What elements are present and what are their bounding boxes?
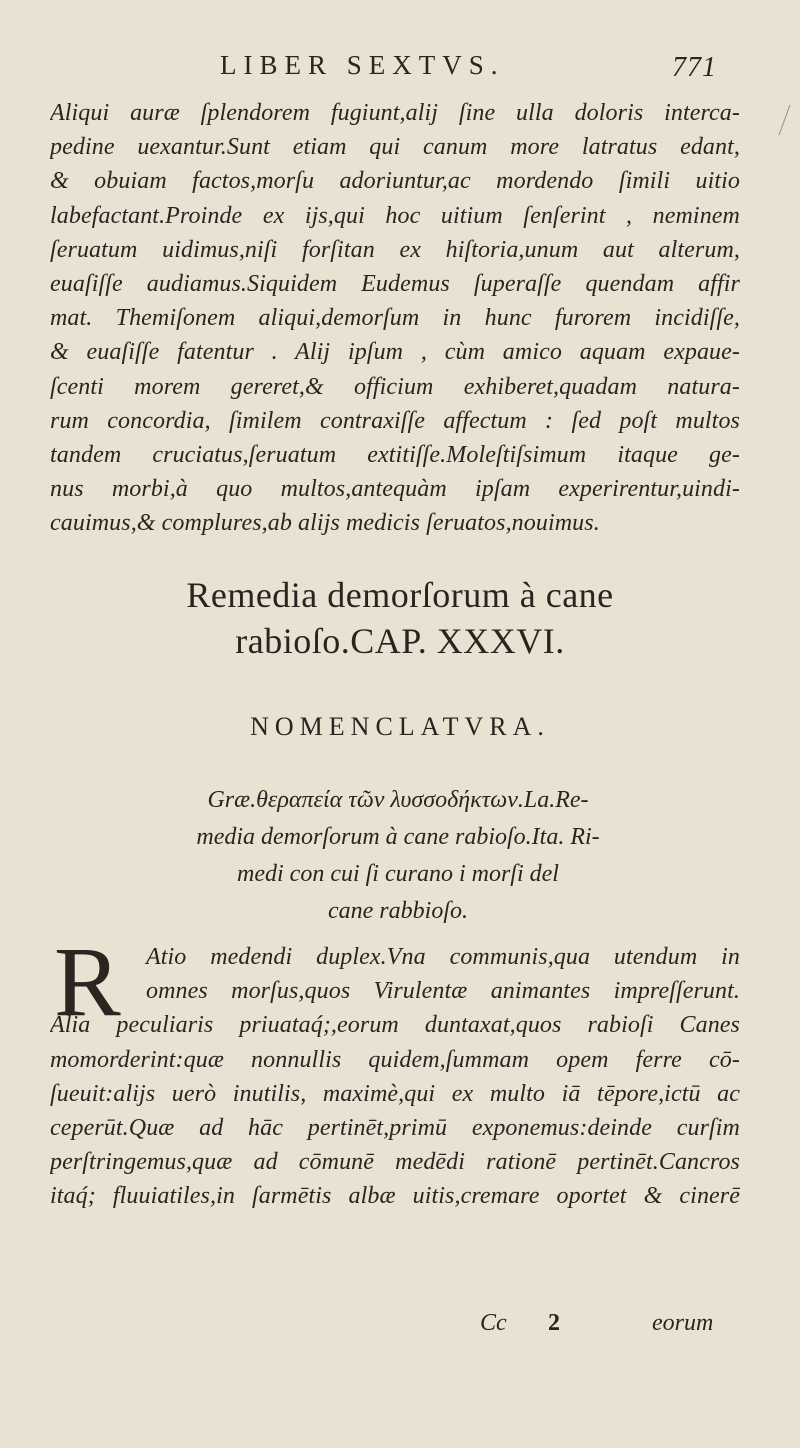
text-line: & euaſiſſe fatentur . Alij ipſum , cùm amico aquam expaue- — [50, 339, 740, 366]
text-line: ſueuit:alijs uerò inutilis, maximè,qui ex multo iā tēpore,ictū ac — [50, 1080, 740, 1107]
text-line: rum concordia, ſimilem contraxiſſe affectum : ſed poſt multos — [50, 407, 740, 434]
text-line: Aliqui auræ ſplendorem fugiunt,alij ſine ulla doloris interca- — [50, 100, 740, 126]
chapter-heading-line: rabioſo.CAP. XXXVI. — [235, 621, 565, 661]
text-line: omnes morſus,quos Virulentæ animantes impreſſerunt. — [146, 978, 740, 1005]
nomenclature-names — [118, 782, 678, 930]
names-line: Græ.θεραπεία τῶν λυσσοδήκτων.La.Re- — [207, 787, 589, 813]
text-line: momorderint:quæ nonnullis quidem,ſummam opem ferre cō- — [50, 1046, 740, 1073]
catchword: eorum — [652, 1310, 714, 1336]
text-line: labefactant.Proinde ex ijs,qui hoc uitium ſenſerint , neminem — [50, 202, 740, 229]
paragraph-continued — [50, 96, 740, 540]
text-line: Alia peculiaris priuataq́;,eorum duntaxat,quos rabioſi Canes — [50, 1012, 740, 1039]
text-line: cauimus,& complures,ab alijs medicis ſeruatos,nouimus. — [50, 510, 600, 537]
nomenclatura-heading: NOMENCLATVRA. — [250, 712, 550, 741]
text-line: pedine uexantur.Sunt etiam qui canum more latratus edant, — [50, 134, 740, 161]
signature-mark: Cc — [480, 1310, 507, 1336]
signature-number: 2 — [548, 1310, 560, 1336]
text-line: ceperūt.Quæ ad hāc pertinēt,primū exponemus:deinde curſim — [50, 1114, 740, 1141]
text-line: nus morbi,à quo multos,antequàm ipſam experirentur,uindi- — [50, 476, 740, 503]
text-line: euaſiſſe audiamus.Siquidem Eudemus ſuperaſſe quendam affir — [50, 270, 740, 297]
text-line: Atio medendi duplex.Vna communis,qua utendum in — [146, 944, 740, 970]
text-line: & obuiam factos,morſu adoriuntur,ac mordendo ſimili uitio — [50, 168, 740, 195]
chapter-body — [50, 926, 740, 1214]
text-line: itaq́; fluuiatiles,in ſarmētis albæ uitis,cremare oportet & cinerē — [50, 1183, 740, 1210]
text-line: mat. Themiſonem aliqui,demorſum in hunc furorem incidiſſe, — [50, 305, 740, 332]
folio-number: 771 — [672, 52, 717, 83]
names-line: medi con cui ſi curano i morſi del — [237, 861, 559, 887]
footer-catchline — [0, 1310, 800, 1344]
chapter-heading — [60, 572, 740, 664]
margin-mark — [779, 105, 791, 135]
running-head-title: LIBER SEXTVS. — [220, 50, 505, 80]
names-line: media demorſorum à cane rabioſo.Ita. Ri- — [196, 824, 600, 850]
running-head — [0, 50, 800, 86]
chapter-heading-line: Remedia demorſorum à cane — [186, 575, 614, 615]
text-line: ſeruatum uidimus,niſi forſitan ex hiſtoria,unum aut alterum, — [50, 236, 740, 263]
drop-cap: R — [54, 926, 121, 1037]
text-line: tandem cruciatus,ſeruatum extitiſſe.Moleſtiſsimum itaque ge- — [50, 441, 740, 468]
text-line: ſcenti morem gereret,& officium exhiberet,quadam natura- — [50, 373, 740, 400]
names-line: cane rabbioſo. — [328, 898, 468, 924]
text-line: perſtringemus,quæ ad cōmunē medēdi rationē pertinēt.Cancros — [50, 1149, 740, 1176]
